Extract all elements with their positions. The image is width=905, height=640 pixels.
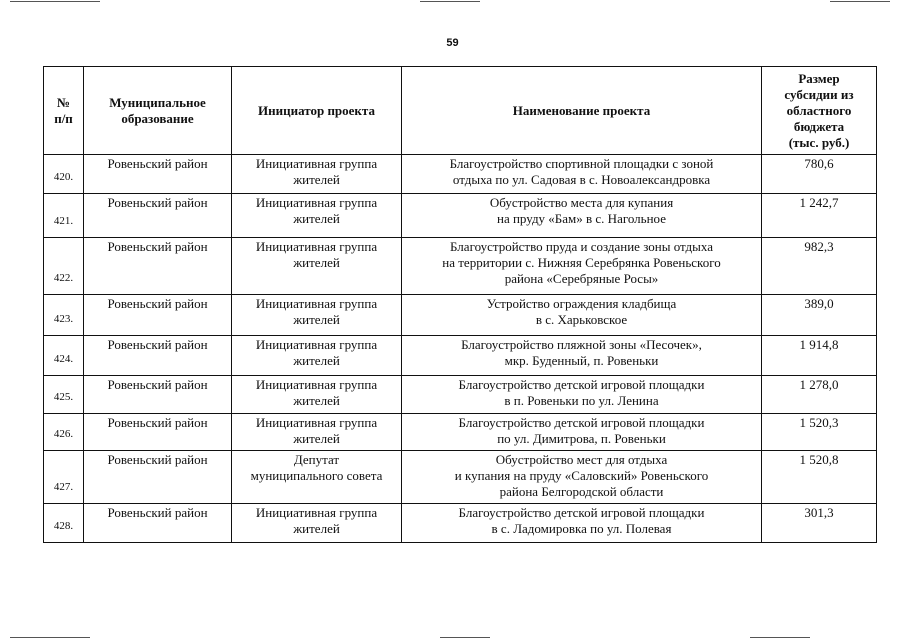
header-num [44,67,84,155]
amount-cell: 389,0 [762,295,877,336]
row-number: 424. [44,336,84,376]
table-row [44,238,877,295]
table-body [44,155,877,543]
municipality-cell: Ровеньский район [84,414,232,451]
row-number: 422. [44,238,84,295]
initiator-cell: Инициативная группа жителей [232,238,402,295]
row-number: 421. [44,194,84,238]
scan-edge-bottom-mid [440,637,490,638]
table-header-row [44,67,877,155]
initiator-cell: Инициативная группа жителей [232,295,402,336]
header-municipality [84,67,232,155]
table-row [44,155,877,194]
municipality-cell: Ровеньский район [84,336,232,376]
row-number: 420. [44,155,84,194]
initiator-cell: Инициативная группа жителей [232,504,402,543]
initiator-cell: Инициативная группа жителей [232,194,402,238]
amount-cell: 982,3 [762,238,877,295]
scan-edge-top-right [830,1,890,2]
municipality-cell: Ровеньский район [84,238,232,295]
row-number: 426. [44,414,84,451]
row-number: 425. [44,376,84,414]
project-cell: Обустройство мест для отдыха и купания на пруду «Саловский» Ровеньского района Белгородской области [402,451,762,504]
municipality-cell: Ровеньский район [84,376,232,414]
table-row [44,336,877,376]
table-row [44,376,877,414]
amount-cell: 1 914,8 [762,336,877,376]
table-row [44,295,877,336]
row-number: 427. [44,451,84,504]
header-municipality-text: Муниципальное образование [109,94,206,126]
municipality-cell: Ровеньский район [84,194,232,238]
scan-edge-bottom-right [750,637,810,638]
project-cell: Благоустройство спортивной площадки с зоной отдыха по ул. Садовая в с. Новоалександровка [402,155,762,194]
project-cell: Благоустройство пляжной зоны «Песочек», мкр. Буденный, п. Ровеньки [402,336,762,376]
municipality-cell: Ровеньский район [84,295,232,336]
amount-cell: 1 242,7 [762,194,877,238]
page-number: 59 [446,37,459,49]
municipality-cell: Ровеньский район [84,451,232,504]
scan-edge-bottom-left [10,637,90,638]
scan-edge-top-mid [420,1,480,2]
header-initiator-text: Инициатор проекта [258,102,375,118]
initiator-cell: Инициативная группа жителей [232,155,402,194]
amount-cell: 780,6 [762,155,877,194]
project-cell: Благоустройство пруда и создание зоны отдыха на территории с. Нижняя Серебрянка Ровеньского района «Серебряные Росы» [402,238,762,295]
amount-cell: 1 520,3 [762,414,877,451]
table-row [44,194,877,238]
initiator-cell: Инициативная группа жителей [232,376,402,414]
municipality-cell: Ровеньский район [84,155,232,194]
table-row [44,414,877,451]
project-cell: Устройство ограждения кладбища в с. Харьковское [402,295,762,336]
table-row [44,504,877,543]
initiator-cell: Инициативная группа жителей [232,414,402,451]
project-cell: Обустройство места для купания на пруду «Бам» в с. Нагольное [402,194,762,238]
subsidy-table [43,66,877,543]
amount-cell: 1 520,8 [762,451,877,504]
amount-cell: 1 278,0 [762,376,877,414]
amount-cell: 301,3 [762,504,877,543]
project-cell: Благоустройство детской игровой площадки в с. Ладомировка по ул. Полевая [402,504,762,543]
row-number: 423. [44,295,84,336]
header-amount-text: Размер субсидии из областного бюджета (тыс. руб.) [784,70,854,150]
project-cell: Благоустройство детской игровой площадки по ул. Димитрова, п. Ровеньки [402,414,762,451]
header-project-text: Наименование проекта [512,102,651,118]
header-num-text: № п/п [54,94,73,126]
header-project [402,67,762,155]
project-cell: Благоустройство детской игровой площадки в п. Ровеньки по ул. Ленина [402,376,762,414]
table-row [44,451,877,504]
initiator-cell: Инициативная группа жителей [232,336,402,376]
header-amount [762,67,877,155]
header-initiator [232,67,402,155]
municipality-cell: Ровеньский район [84,504,232,543]
scan-edge-top-left [10,1,100,2]
initiator-cell: Депутат муниципального совета [232,451,402,504]
row-number: 428. [44,504,84,543]
